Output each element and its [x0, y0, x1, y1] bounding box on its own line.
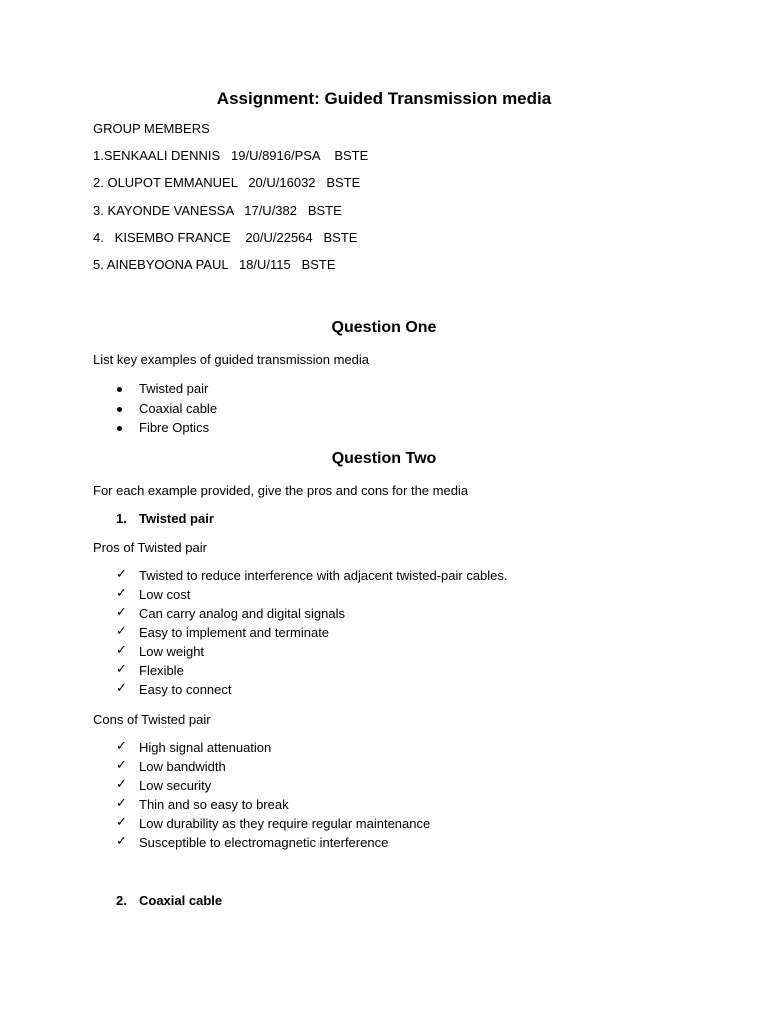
- pros-item: Twisted to reduce interference with adjacent twisted-pair cables.: [139, 568, 508, 583]
- checkmark-icon: ✓: [116, 662, 127, 677]
- cons-item: Thin and so easy to break: [139, 797, 289, 812]
- question-one-heading: Question One: [331, 319, 437, 336]
- checkmark-icon: ✓: [116, 681, 127, 696]
- list-item: Fibre Optics: [139, 420, 210, 435]
- group-members-label: GROUP MEMBERS: [93, 121, 210, 136]
- section-number: 2.: [116, 893, 127, 908]
- pros-item: Low weight: [139, 644, 205, 659]
- checkmark-icon: ✓: [116, 605, 127, 620]
- pros-item: Flexible: [139, 663, 184, 678]
- question-one-prompt: List key examples of guided transmission media: [93, 352, 370, 367]
- pros-label: Pros of Twisted pair: [93, 540, 207, 555]
- cons-item: Low security: [139, 778, 212, 793]
- cons-item: Low durability as they require regular maintenance: [139, 816, 431, 831]
- bullet-icon: [117, 407, 122, 412]
- member-line: 2. OLUPOT EMMANUEL 20/U/16032 BSTE: [93, 175, 361, 190]
- list-item: Coaxial cable: [139, 401, 218, 416]
- cons-label: Cons of Twisted pair: [93, 712, 211, 727]
- section-title: Coaxial cable: [139, 893, 223, 908]
- checkmark-icon: ✓: [116, 586, 127, 601]
- cons-item: Susceptible to electromagnetic interference: [139, 835, 389, 850]
- question-two-prompt: For each example provided, give the pros and cons for the media: [93, 483, 469, 498]
- question-two-heading: Question Two: [331, 450, 437, 467]
- pros-item: Low cost: [139, 587, 191, 602]
- checkmark-icon: ✓: [116, 796, 127, 811]
- checkmark-icon: ✓: [116, 739, 127, 754]
- member-line: 3. KAYONDE VANESSA 17/U/382 BSTE: [93, 203, 342, 218]
- pros-item: Easy to connect: [139, 682, 232, 697]
- checkmark-icon: ✓: [116, 643, 127, 658]
- checkmark-icon: ✓: [116, 624, 127, 639]
- member-line: 4. KISEMBO FRANCE 20/U/22564 BSTE: [93, 230, 358, 245]
- checkmark-icon: ✓: [116, 567, 127, 582]
- checkmark-icon: ✓: [116, 815, 127, 830]
- member-line: 5. AINEBYOONA PAUL 18/U/115 BSTE: [93, 257, 336, 272]
- section-number: 1.: [116, 511, 127, 526]
- bullet-icon: [117, 426, 122, 431]
- cons-item: High signal attenuation: [139, 740, 272, 755]
- cons-item: Low bandwidth: [139, 759, 226, 774]
- page-title: Assignment: Guided Transmission media: [216, 89, 552, 108]
- list-item: Twisted pair: [139, 381, 209, 396]
- checkmark-icon: ✓: [116, 758, 127, 773]
- bullet-icon: [117, 387, 122, 392]
- member-line: 1.SENKAALI DENNIS 19/U/8916/PSA BSTE: [93, 148, 369, 163]
- checkmark-icon: ✓: [116, 834, 127, 849]
- pros-item: Easy to implement and terminate: [139, 625, 330, 640]
- checkmark-icon: ✓: [116, 777, 127, 792]
- pros-item: Can carry analog and digital signals: [139, 606, 345, 621]
- section-title: Twisted pair: [139, 511, 214, 526]
